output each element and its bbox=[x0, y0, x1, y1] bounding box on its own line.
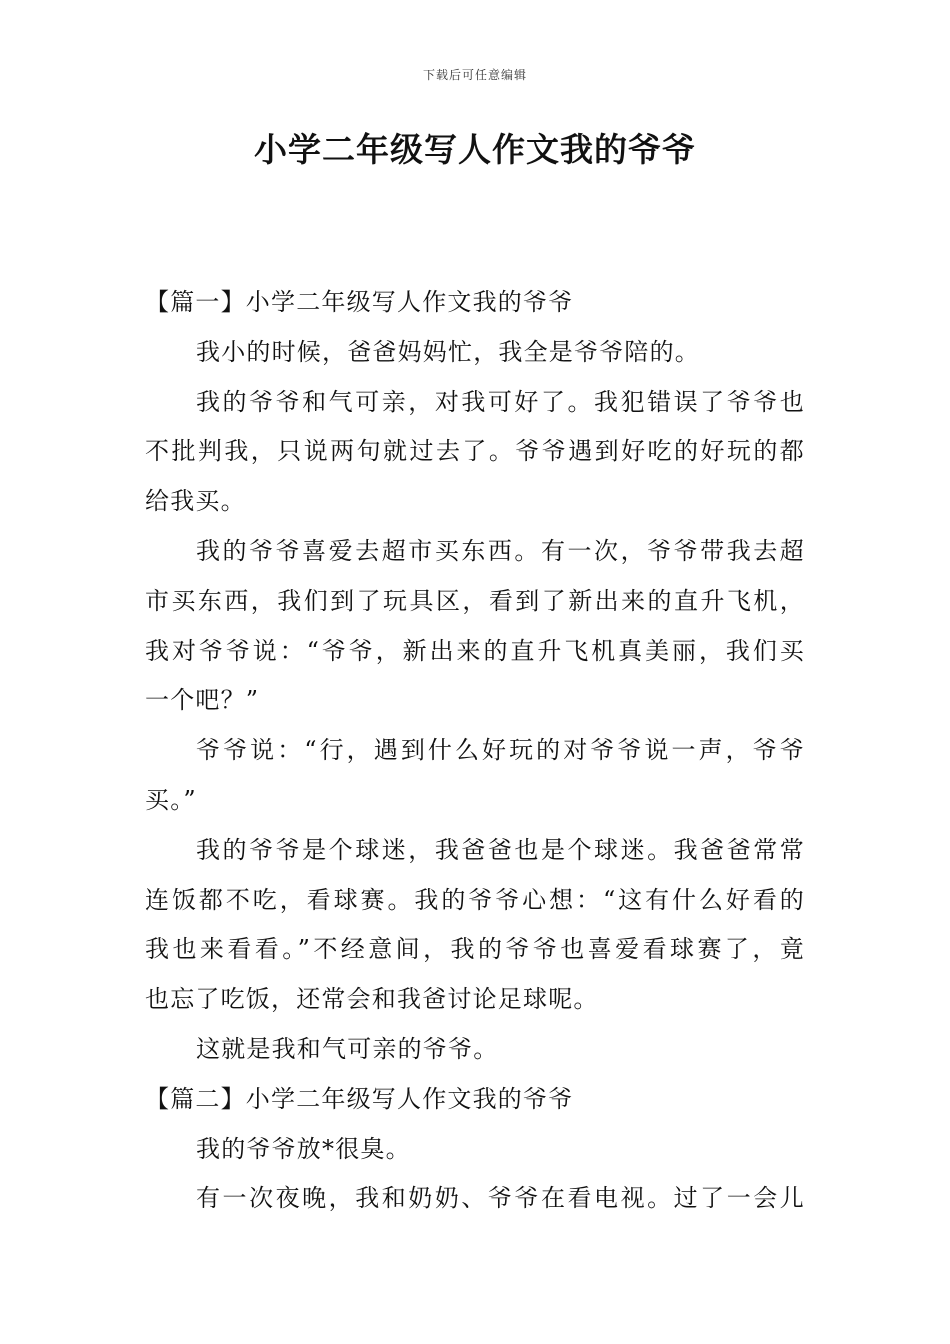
document-title: 小学二年级写人作文我的爷爷 bbox=[254, 130, 696, 169]
paragraph-line: 也忘了吃饭，还常会和我爸讨论足球呢。 bbox=[145, 985, 599, 1014]
paragraph-line: 有一次夜晚，我和奶奶、爷爷在看电视。过了一会儿 bbox=[196, 1184, 805, 1213]
paragraph-line: 这就是我和气可亲的爷爷。 bbox=[196, 1034, 499, 1063]
section-heading-1: 【篇一】小学二年级写人作文我的爷爷 bbox=[145, 288, 574, 316]
article-body bbox=[145, 278, 805, 1224]
paragraph-line: 我也来看看。”不经意间，我的爷爷也喜爱看球赛了，竟 bbox=[145, 935, 805, 964]
paragraph-line: 一个吧？” bbox=[145, 686, 260, 715]
paragraph-line: 买。” bbox=[145, 785, 197, 814]
section-heading-2: 【篇二】小学二年级写人作文我的爷爷 bbox=[145, 1084, 574, 1113]
paragraph-line: 我小的时候，爸爸妈妈忙，我全是爷爷陪的。 bbox=[196, 337, 700, 366]
paragraph-line: 我对爷爷说：“爷爷，新出来的直升飞机真美丽，我们买 bbox=[145, 636, 805, 665]
paragraph-line: 我的爷爷喜爱去超市买东西。有一次，爷爷带我去超 bbox=[196, 536, 805, 565]
paragraph-line: 不批判我，只说两句就过去了。爷爷遇到好吃的好玩的都 bbox=[145, 437, 805, 466]
header-note: 下载后可任意编辑 bbox=[422, 68, 527, 82]
paragraph-line: 给我买。 bbox=[145, 487, 246, 516]
paragraph-line: 市买东西，我们到了玩具区，看到了新出来的直升飞机， bbox=[145, 586, 805, 615]
paragraph-line: 爷爷说：“行，遇到什么好玩的对爷爷说一声，爷爷 bbox=[196, 736, 805, 765]
paragraph-line: 我的爷爷是个球迷，我爸爸也是个球迷。我爸爸常常 bbox=[196, 835, 805, 864]
paragraph-line: 我的爷爷放*很臭。 bbox=[196, 1134, 411, 1163]
paragraph-line: 连饭都不吃，看球赛。我的爷爷心想：“这有什么好看的 bbox=[145, 885, 805, 914]
paragraph-line: 我的爷爷和气可亲，对我可好了。我犯错误了爷爷也 bbox=[196, 387, 805, 416]
